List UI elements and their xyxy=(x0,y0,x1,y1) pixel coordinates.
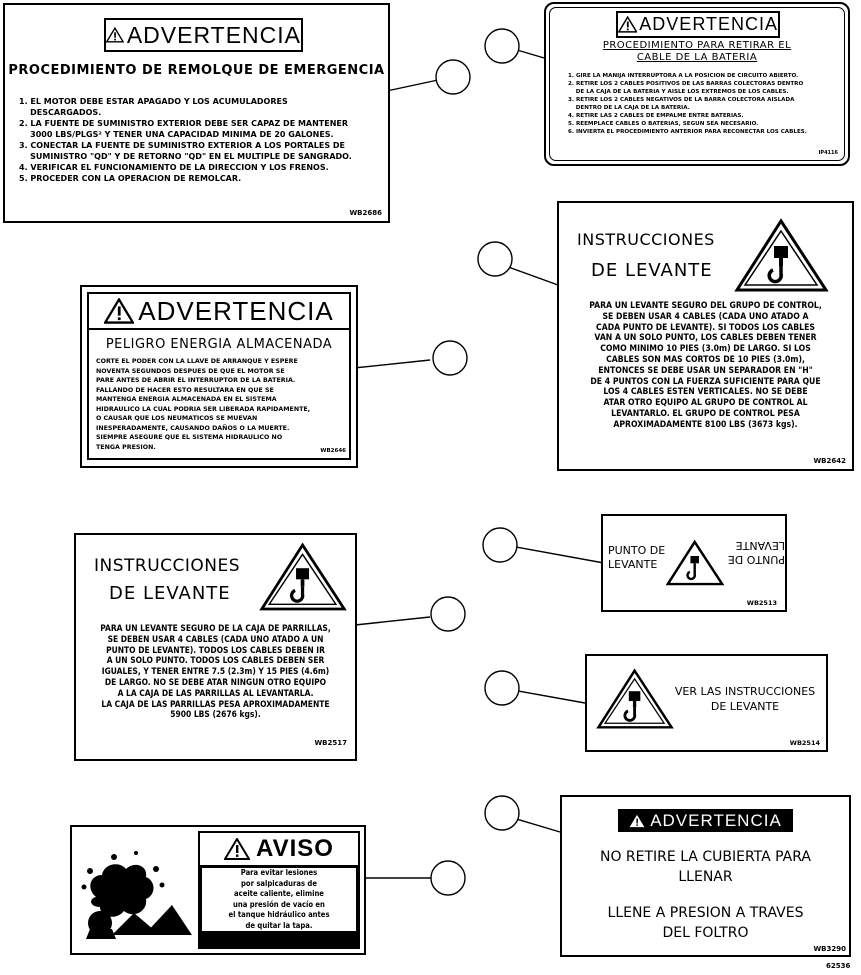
body-line: aceite caliente, elimine xyxy=(234,889,324,898)
part-number: WB2513 xyxy=(746,599,777,607)
list-item: 1. EL MOTOR DEBE ESTAR APAGADO Y LOS ACUMULADORES xyxy=(19,97,288,106)
list-item: 5. REEMPLACE CABLES O BATERIAS, SEGUN SEA NECESARIO. xyxy=(568,121,759,127)
callout-circle-2 xyxy=(485,29,519,63)
list-item: SUMINISTRO "QD" Y DE RETORNO "QD" EN EL MULTIPLE DE SANGRADO. xyxy=(19,152,352,161)
part-number: WB3290 xyxy=(813,945,846,953)
header-text: AVISO xyxy=(256,835,334,862)
body-line: el tanque hidráulico antes xyxy=(228,910,330,919)
body-line: HIDRAULICO LA CUAL PODRIA SER LIBERADA RAPIDAMENTE, xyxy=(96,405,311,413)
part-number: IP4116 xyxy=(818,150,838,156)
warning-header xyxy=(104,18,303,52)
warning-header xyxy=(87,292,351,330)
part-number: WB2889Y xyxy=(322,937,352,943)
warning-triangle-icon xyxy=(629,814,645,828)
body-line: de quitar la tapa. xyxy=(245,920,313,930)
list-item: 1. GIRE LA MANIJA INTERRUPTORA A LA POSICION DE CIRCUITO ABIERTO. xyxy=(568,73,799,79)
part-number: WB2686 xyxy=(349,209,382,217)
decal-lifting-control-group xyxy=(557,201,854,471)
list-item: DESCARGADOS. xyxy=(19,108,102,117)
lifting-hook-icon xyxy=(259,540,347,614)
part-number: WB2642 xyxy=(813,457,846,465)
label-line: LEVANTE xyxy=(608,558,658,571)
decal-emergency-towing xyxy=(3,3,390,223)
instruction-list xyxy=(19,96,352,184)
leader-line-6 xyxy=(505,545,604,563)
body-line: A UN SOLO PUNTO. TODOS LOS CABLES DEBEN SER xyxy=(106,655,325,666)
lifting-hook-icon xyxy=(666,536,724,590)
leader-line-1 xyxy=(382,80,438,92)
warning-triangle-icon xyxy=(618,16,637,33)
body-line: VAN A UN SOLO PUNTO, LOS CABLES DEBEN TENER xyxy=(594,333,817,344)
decal-title-line1: PROCEDIMIENTO PARA RETIRAR EL xyxy=(602,40,792,51)
list-item: 4. VERIFICAR EL FUNCIONAMIENTO DE LA DIRECCION Y LOS FRENOS. xyxy=(19,163,329,172)
list-item: 6. INVIERTA EL PROCEDIMIENTO ANTERIOR PARA RECONECTAR LOS CABLES. xyxy=(568,129,807,135)
body-line: PUNTO DE LEVANTE). TODOS LOS CABLES DEBEN IR xyxy=(106,644,325,655)
list-item: 2. RETIRE LOS 2 CABLES POSITIVOS DE LAS BARRAS COLECTORAS DENTRO xyxy=(568,81,804,87)
body-line: IGUALES, Y TENER ENTRE 7.5 (2.3m) Y 15 PIES (4.6m) xyxy=(101,666,330,677)
part-number: WB2514 xyxy=(789,739,820,747)
lifting-instructions xyxy=(559,301,852,431)
label-line: PUNTO DE xyxy=(727,553,785,566)
leader-line-5 xyxy=(355,617,430,625)
lifting-hook-icon xyxy=(734,218,829,293)
body-line: O CAUSAR QUE LOS NEUMATICOS SE MUEVAN xyxy=(96,415,258,422)
decal-title-line2: DE LEVANTE xyxy=(591,260,713,281)
body-line: SE DEBEN USAR 4 CABLES (CADA UNO ATADO A UN xyxy=(107,633,324,644)
body-line: SE DEBEN USAR 4 CABLES (CADA UNO ATADO A xyxy=(602,311,809,322)
body-line: CABLES SON MAS CORTOS DE 10 PIES (3.0m), xyxy=(606,354,805,365)
decal-see-lifting-instructions xyxy=(585,654,828,752)
figure-code: 62536 xyxy=(826,962,851,970)
list-item: 5. PROCEDER CON LA OPERACION DE REMOLCAR. xyxy=(19,174,242,183)
warning-triangle-icon xyxy=(224,838,250,860)
body-line: COMO MINIMO 10 PIES (3.0m) DE LARGO. SI LOS xyxy=(600,344,811,355)
callout-circle-6 xyxy=(483,528,517,562)
body-line: MANTENGA ENERGIA ALMACENADA EN EL SISTEMA xyxy=(96,396,277,403)
body-line: PARA UN LEVANTE SEGURO DE LA CAJA DE PARRILLAS, xyxy=(100,623,331,633)
callout-circle-4 xyxy=(478,242,512,276)
lifting-instructions xyxy=(76,623,355,720)
callout-circle-3 xyxy=(433,341,467,375)
callout-circle-8 xyxy=(431,861,465,895)
body-line: CORTE EL PODER CON LA LLAVE DE ARRANQUE Y ESPERE xyxy=(96,358,298,365)
decal-title-line1: INSTRUCCIONES xyxy=(94,556,241,576)
text-line: VER LAS INSTRUCCIONES xyxy=(674,685,816,698)
body-line: ATAR OTRO EQUIPO AL GRUPO DE CONTROL AL xyxy=(603,398,808,409)
body-line: NOVENTA SEGUNDOS DESPUES DE QUE EL MOTOR SE xyxy=(96,367,285,375)
part-number: WB2646 xyxy=(320,448,346,454)
decal-hot-oil-notice xyxy=(70,825,366,955)
body-line: FALLANDO DE HACER ESTO RESULTARA EN QUE SE xyxy=(96,386,274,394)
label-line: PUNTO DE xyxy=(608,544,666,557)
lifting-point-label-right xyxy=(728,538,785,566)
instruction-list xyxy=(568,72,807,136)
lifting-hook-icon xyxy=(596,663,674,735)
instruction-line-4: DEL FOLTRO xyxy=(662,925,749,941)
decal-title: PROCEDIMIENTO DE REMOLQUE DE EMERGENCIA xyxy=(8,63,385,78)
decal-title-line2: CABLE DE LA BATERIA xyxy=(636,52,758,63)
header-text: ADVERTENCIA xyxy=(126,21,301,48)
callout-circle-7 xyxy=(485,671,519,705)
body-line: INESPERADAMENTE, CAUSANDO DAÑOS O LA MUERTE. xyxy=(96,424,290,432)
header-text: ADVERTENCIA xyxy=(639,14,778,34)
body-line: DE LARGO. NO SE DEBE ATAR NINGUN OTRO EQUIPO xyxy=(104,676,327,687)
body-line: PARA UN LEVANTE SEGURO DEL GRUPO DE CONTROL, xyxy=(589,301,822,311)
list-item: 3. RETIRE LOS 2 CABLES NEGATIVOS DE LA BARRA COLECTORA AISLADA xyxy=(568,97,795,103)
text-line: DE LEVANTE xyxy=(710,700,780,713)
body-line: Para evitar lesiones xyxy=(240,868,318,877)
body-line: DE 4 PUNTOS CON LA FUERZA SUFICIENTE PARA QUE xyxy=(590,376,821,387)
instruction-line-3: LLENE A PRESION A TRAVES xyxy=(607,905,804,921)
body-line: CADA PUNTO DE LEVANTE). SI TODOS LOS CABLES xyxy=(596,322,815,333)
warning-header xyxy=(616,11,780,38)
list-item: 3000 LBS/PLGS² Y TENER UNA CAPACIDAD MINIMA DE 20 GALONES. xyxy=(19,130,334,139)
body-line: una presión de vacío en xyxy=(233,899,325,909)
header-text: ADVERTENCIA xyxy=(138,295,334,326)
instruction-line-1: NO RETIRE LA CUBIERTA PARA xyxy=(599,849,812,865)
callout-circle-9 xyxy=(485,796,519,830)
decal-title-line1: INSTRUCCIONES xyxy=(577,230,715,249)
list-item: 2. LA FUENTE DE SUMINISTRO EXTERIOR DEBE SER CAPAZ DE MANTENER xyxy=(19,119,349,128)
part-number: WB2517 xyxy=(314,739,347,747)
list-item: DE LA CAJA DE LA BATERIA Y AISLE LOS EXTREMOS DE LOS CABLES. xyxy=(568,89,789,95)
decal-lifting-grid-box xyxy=(74,533,357,761)
label-line: LEVANTE xyxy=(735,539,785,552)
body-line: APROXIMADAMENTE 8100 LBS (3673 kgs). xyxy=(613,419,798,430)
warning-triangle-icon xyxy=(104,298,134,324)
body-line: por salpicaduras de xyxy=(241,878,317,888)
body-line: 5900 LBS (2676 kgs). xyxy=(170,709,261,720)
decal-title-line2: DE LEVANTE xyxy=(109,583,231,604)
decal-fill-cover-warning xyxy=(560,795,851,957)
decal-lifting-point xyxy=(601,514,787,612)
body-line: LEVANTARLO. EL GRUPO DE CONTROL PESA xyxy=(611,408,800,419)
instruction-line-2: LLENAR xyxy=(678,869,733,885)
hot-oil-splash-icon xyxy=(76,839,194,949)
body-line: SIEMPRE ASEGURE QUE EL SISTEMA HIDRAULICO NO xyxy=(96,434,283,441)
body-line: PARE ANTES DE ABRIR EL INTERRUPTOR DE LA BATERIA. xyxy=(96,377,296,384)
header-text: ADVERTENCIA xyxy=(650,810,782,830)
notice-body xyxy=(202,868,356,931)
warning-body xyxy=(96,357,310,452)
list-item: DENTRO DE LA CAJA DE LA BATERIA. xyxy=(568,105,690,111)
notice-header xyxy=(200,833,358,865)
body-line: LOS 4 CABLES ESTEN VERTICALES. NO SE DEBE xyxy=(603,387,808,398)
lifting-point-label-left xyxy=(608,544,665,572)
body-line: ENTONCES SE DEBE USAR UN SEPARADOR EN "H" xyxy=(598,365,813,376)
decal-title: PELIGRO ENERGIA ALMACENADA xyxy=(105,337,333,352)
callout-circle-1 xyxy=(436,60,470,94)
decal-stored-energy xyxy=(80,285,358,468)
warning-header xyxy=(618,809,793,832)
list-item: 3. CONECTAR LA FUENTE DE SUMINISTRO EXTERIOR A LOS PORTALES DE xyxy=(19,141,345,150)
body-line: TENGA PRESION. xyxy=(96,443,156,451)
decal-battery-cable xyxy=(544,2,850,166)
callout-circle-5 xyxy=(431,597,465,631)
warning-triangle-icon xyxy=(106,24,124,46)
body-line: LA CAJA DE LAS PARRILLAS PESA APROXIMADAMENTE xyxy=(101,698,330,709)
reference-text xyxy=(665,684,825,714)
body-line: A LA CAJA DE LAS PARRILLAS AL LEVANTARLA. xyxy=(117,687,314,698)
list-item: 4. RETIRE LAS 2 CABLES DE EMPALME ENTRE BATERIAS. xyxy=(568,113,744,119)
